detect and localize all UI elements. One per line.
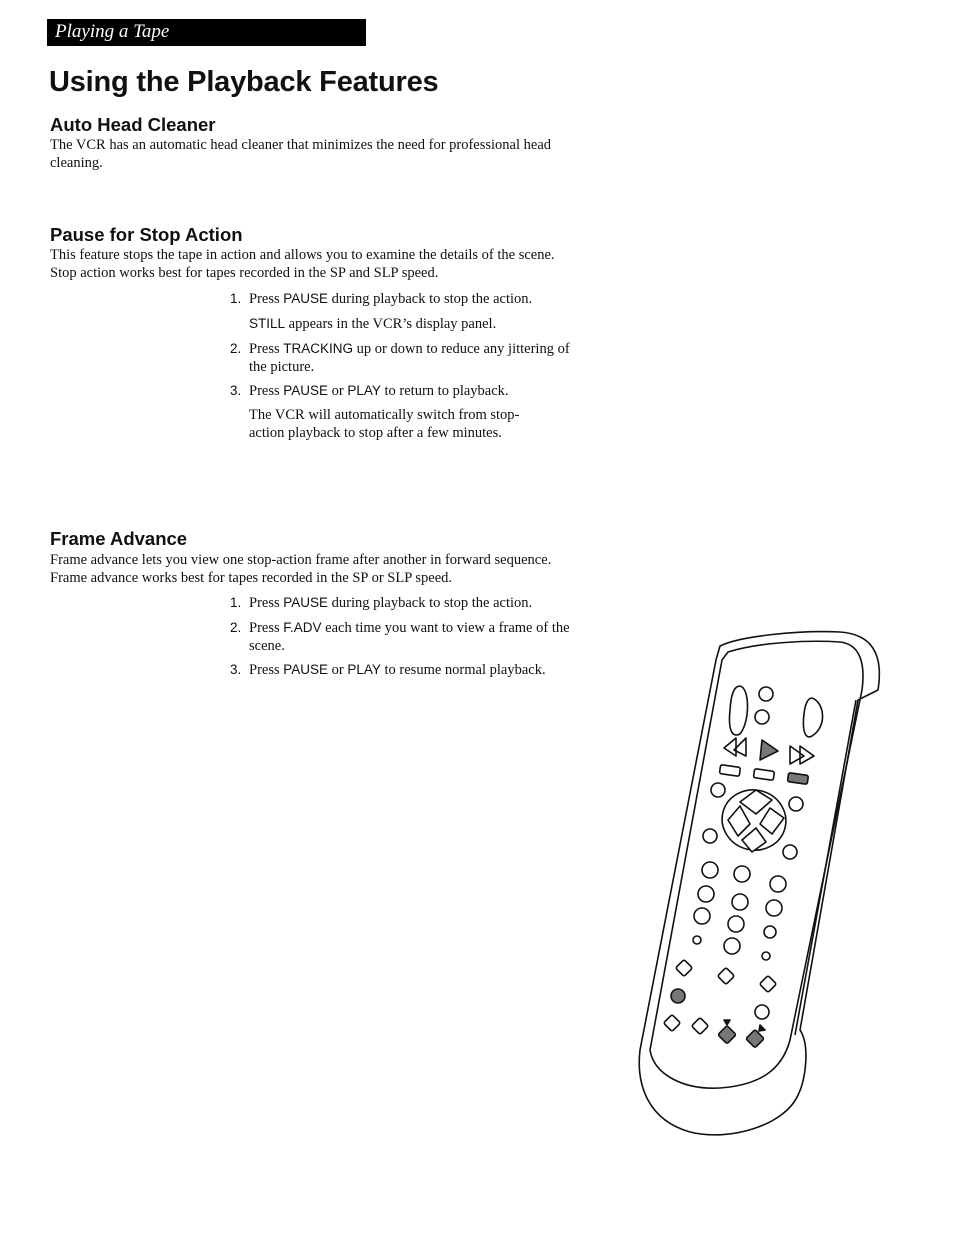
step-number: 3. xyxy=(230,662,242,677)
pause-key-label: PAUSE xyxy=(283,291,329,306)
step-text: Press xyxy=(249,383,284,399)
step-text: up or down to reduce any jittering of the picture. xyxy=(249,341,570,375)
step-text: Press xyxy=(249,620,284,636)
remote-control-icon xyxy=(630,630,890,1145)
step-text: Press xyxy=(249,662,284,678)
section-header-label: Playing a Tape xyxy=(55,21,170,42)
tracking-key-label: TRACKING xyxy=(283,341,354,356)
step-text: Press xyxy=(249,595,284,611)
frame-advance-intro-text: Frame advance lets you view one stop-action frame after another in forward sequence. Frame advance works best for tapes recorded in the SP or SLP speed. xyxy=(50,552,552,586)
pause-key-label: PAUSE xyxy=(283,383,329,398)
pause-step-1-note xyxy=(249,315,569,334)
pause-step-3-note: The VCR will automatically switch from stop-action playback to stop after a few minutes. xyxy=(249,407,520,441)
pause-heading: Pause for Stop Action xyxy=(50,224,243,245)
section-header-bar xyxy=(47,19,366,46)
pause-intro-text: This feature stops the tape in action and allows you to examine the details of the scene. Stop action works best for tapes recorded in the SP and SLP speed. xyxy=(50,247,555,281)
step-number: 3. xyxy=(230,383,242,398)
step-text: each time you want to view a frame of the scene. xyxy=(249,620,570,654)
frame-step-3 xyxy=(230,661,575,680)
page-title: Using the Playback Features xyxy=(49,66,439,98)
step-text: to return to playback. xyxy=(380,383,509,399)
auto-head-cleaner-heading: Auto Head Cleaner xyxy=(50,114,216,135)
still-key-label: STILL xyxy=(249,316,286,331)
pause-step-1 xyxy=(230,290,570,309)
play-key-label: PLAY xyxy=(347,662,381,677)
frame-step-2 xyxy=(230,619,570,655)
step-text: to resume normal playback. xyxy=(380,662,546,678)
step-number: 1. xyxy=(230,291,242,306)
step-text: Press xyxy=(249,291,284,307)
auto-head-cleaner-text: The VCR has an automatic head cleaner that minimizes the need for professional head cleaning. xyxy=(50,137,552,171)
step-number: 2. xyxy=(230,620,242,635)
pause-key-label: PAUSE xyxy=(283,662,329,677)
pause-step-3 xyxy=(230,382,570,401)
step-number: 1. xyxy=(230,595,242,610)
play-key-label: PLAY xyxy=(347,383,381,398)
step-text: Press xyxy=(249,341,284,357)
pause-key-label: PAUSE xyxy=(283,595,329,610)
frame-step-1 xyxy=(230,594,570,613)
step-text: or xyxy=(328,662,348,678)
frame-advance-heading: Frame Advance xyxy=(50,528,188,549)
step-text: or xyxy=(328,383,348,399)
step-text: during playback to stop the action. xyxy=(328,595,533,611)
pause-step-2 xyxy=(230,340,570,376)
note-text: appears in the VCR’s display panel. xyxy=(285,316,497,332)
step-number: 2. xyxy=(230,341,242,356)
fadv-key-label: F.ADV xyxy=(283,620,322,635)
step-text: during playback to stop the action. xyxy=(328,291,533,307)
